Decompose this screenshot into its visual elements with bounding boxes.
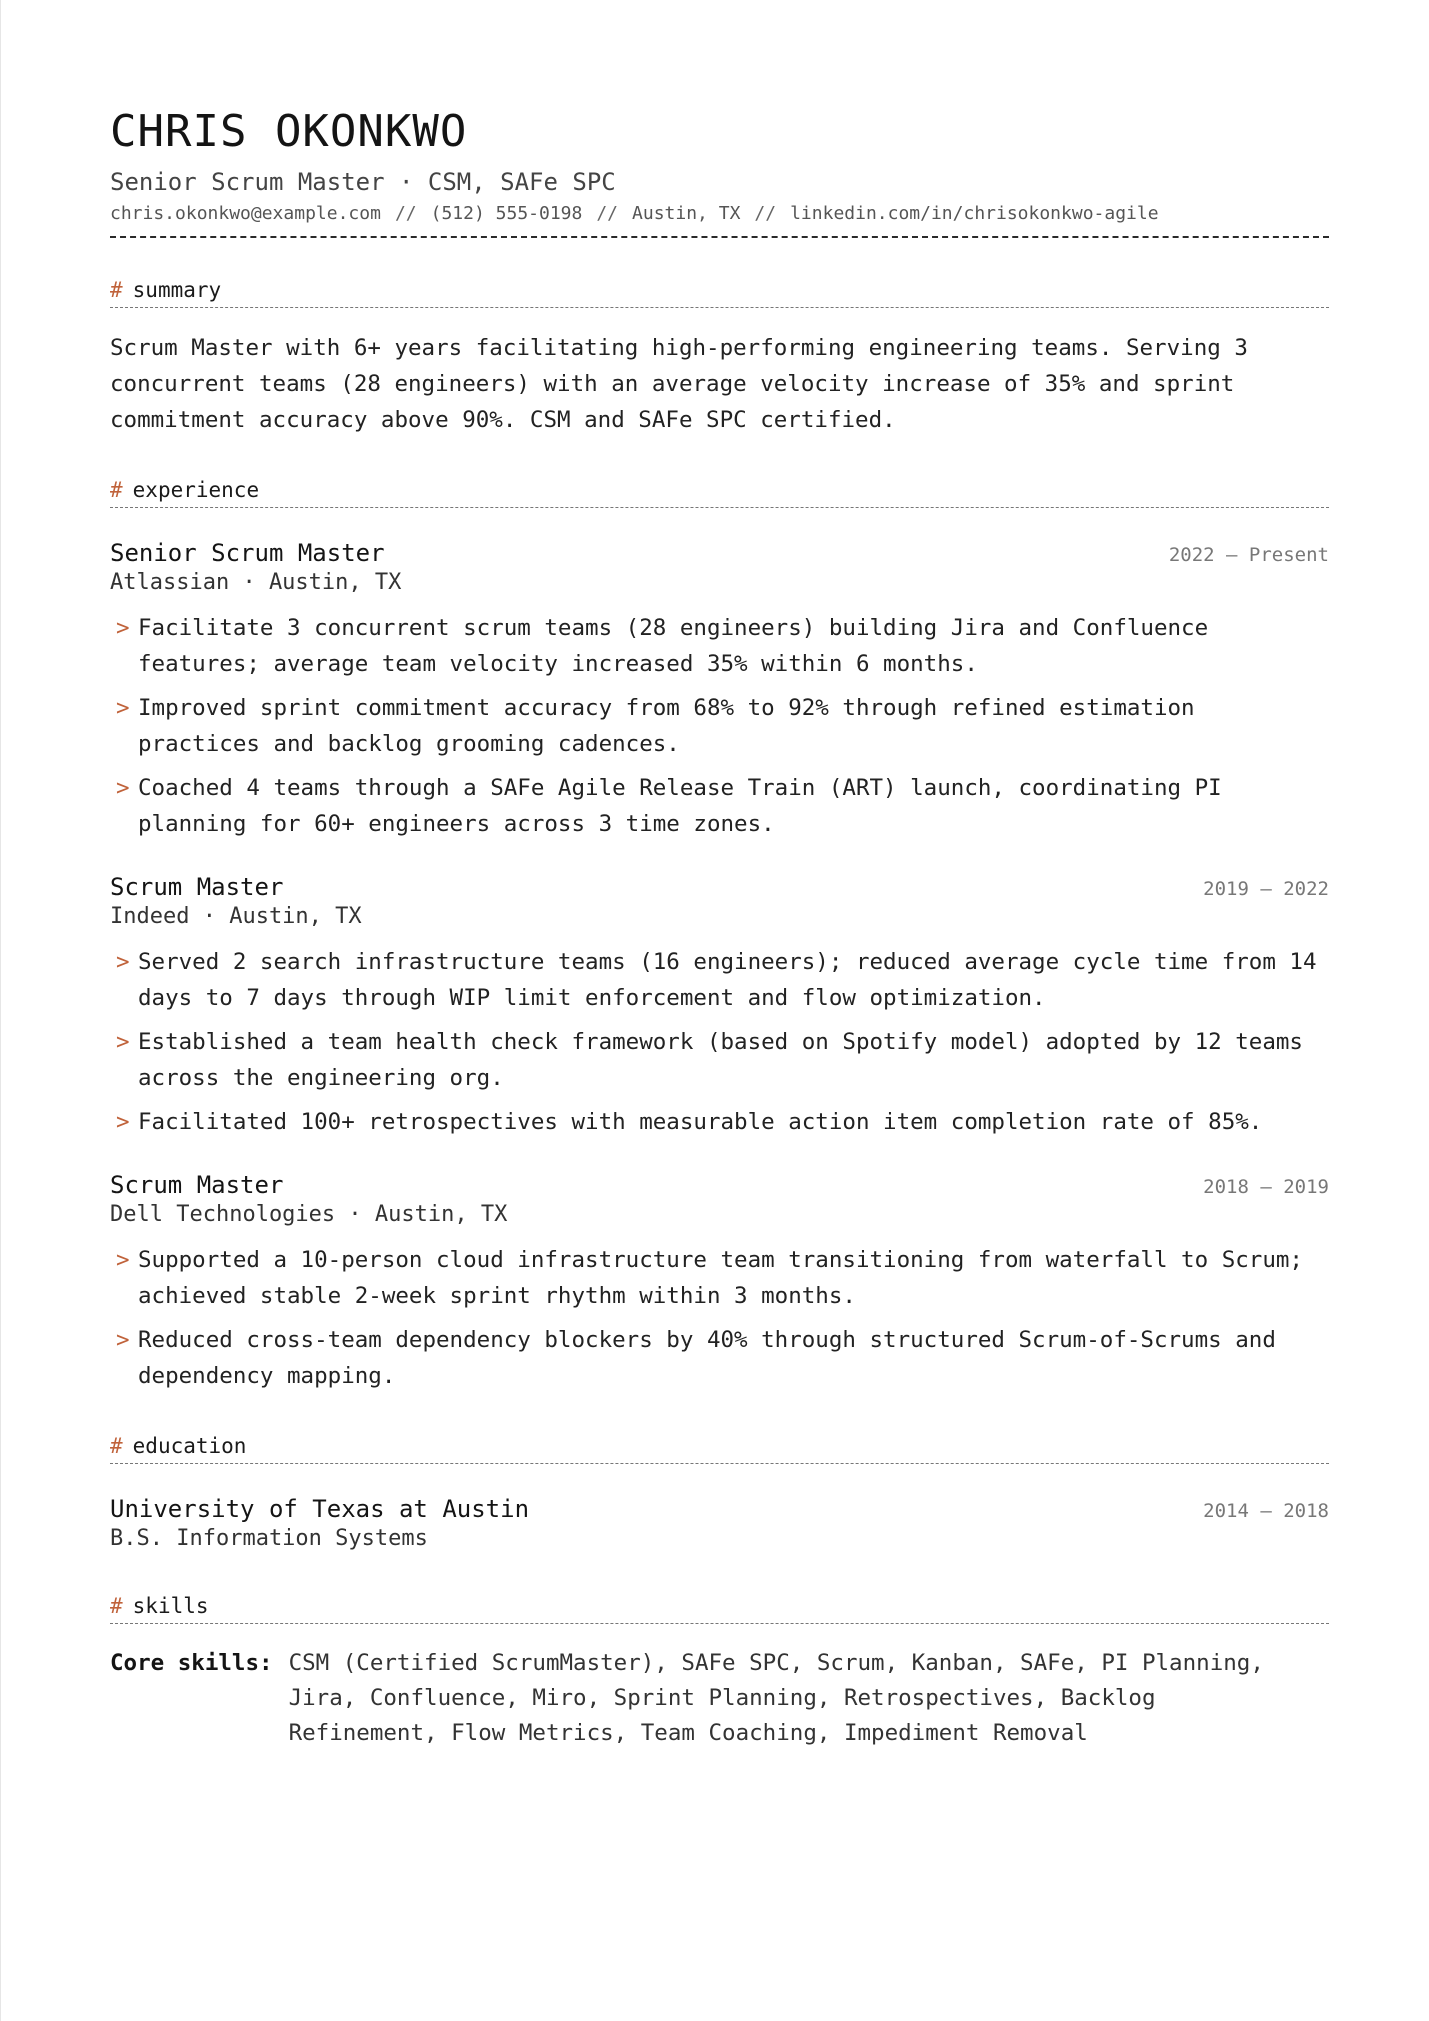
skills-label: Core skills: xyxy=(110,1650,273,1676)
job-entry xyxy=(110,538,1329,842)
section-hash-mark: # xyxy=(110,1434,123,1458)
education-degree: B.S. Information Systems xyxy=(110,1526,428,1551)
header-divider xyxy=(110,236,1329,238)
bullet-chevron-icon: > xyxy=(116,615,130,641)
section-hash-mark: # xyxy=(110,278,123,302)
job-bullet xyxy=(110,1024,1329,1096)
job-header xyxy=(110,872,1329,902)
job-bullet xyxy=(110,1242,1329,1314)
resume-header xyxy=(110,104,1329,238)
bullet-chevron-icon: > xyxy=(116,1109,130,1135)
contact-linkedin[interactable]: linkedin.com/in/chrisokonkwo-agile xyxy=(790,203,1159,224)
bullet-text: Coached 4 teams through a SAFe Agile Release Train (ART) launch, coordinating PI planning for 60+ engineers across 3 time zones. xyxy=(138,775,1222,837)
job-bullet xyxy=(110,1104,1329,1140)
bullet-chevron-icon: > xyxy=(116,775,130,801)
job-dates: 2018 – 2019 xyxy=(1203,1176,1329,1198)
job-dates: 2022 – Present xyxy=(1168,544,1329,566)
skills-list: CSM (Certified ScrumMaster), SAFe SPC, Scrum, Kanban, SAFe, PI Planning, Jira, Confluence, Miro, Sprint Planning, Retrospectives, Backlog Refinement, Flow Metrics, Team Coaching, Impediment Removal xyxy=(288,1650,1264,1746)
bullet-text: Reduced cross-team dependency blockers by 40% through structured Scrum-of-Scrums and dependency mapping. xyxy=(138,1327,1276,1389)
job-bullet xyxy=(110,770,1329,842)
education-dates: 2014 – 2018 xyxy=(1203,1500,1329,1522)
job-bullet xyxy=(110,610,1329,682)
bullet-text: Served 2 search infrastructure teams (16 engineers); reduced average cycle time from 14 days to 7 days through WIP limit enforcement and flow optimization. xyxy=(138,949,1317,1011)
bullet-chevron-icon: > xyxy=(116,1327,130,1353)
education-section xyxy=(110,1432,1329,1554)
bullet-chevron-icon: > xyxy=(116,1029,130,1055)
section-hash-mark: # xyxy=(110,478,123,502)
bullet-text: Facilitated 100+ retrospectives with measurable action item completion rate of 85%. xyxy=(138,1109,1263,1135)
job-entry xyxy=(110,1170,1329,1394)
education-header xyxy=(110,1494,1329,1524)
job-bullet-list xyxy=(110,944,1329,1140)
section-heading-summary xyxy=(110,276,1329,308)
job-organization: Indeed · Austin, TX xyxy=(110,904,362,929)
job-organization: Atlassian · Austin, TX xyxy=(110,570,402,595)
job-entry xyxy=(110,872,1329,1140)
contact-separator: // xyxy=(394,203,417,224)
job-role: Scrum Master xyxy=(110,873,284,901)
summary-text: Scrum Master with 6+ years facilitating high-performing engineering teams. Serving 3 concurrent teams (28 engineers) with an average velocity increase of 35% and sprint commitment accuracy above 90%. CSM and SAFe SPC certified. xyxy=(110,335,1248,433)
section-heading-education xyxy=(110,1432,1329,1464)
job-header xyxy=(110,1170,1329,1200)
job-organization: Dell Technologies · Austin, TX xyxy=(110,1202,508,1227)
contact-separator: // xyxy=(754,203,777,224)
bullet-chevron-icon: > xyxy=(116,695,130,721)
education-entry xyxy=(110,1494,1329,1554)
contact-line xyxy=(110,202,1329,226)
candidate-title: Senior Scrum Master · CSM, SAFe SPC xyxy=(110,168,616,196)
job-bullet-list xyxy=(110,610,1329,842)
section-heading-label: summary xyxy=(132,278,222,302)
bullet-text: Facilitate 3 concurrent scrum teams (28 engineers) building Jira and Confluence features; average team velocity increased 35% within 6 months. xyxy=(138,615,1209,677)
section-heading-label: experience xyxy=(132,478,260,502)
job-dates: 2019 – 2022 xyxy=(1203,878,1329,900)
bullet-chevron-icon: > xyxy=(116,949,130,975)
skills-section xyxy=(110,1592,1329,1751)
candidate-name: CHRIS OKONKWO xyxy=(110,106,468,157)
section-heading-skills xyxy=(110,1592,1329,1624)
bullet-text: Supported a 10-person cloud infrastructure team transitioning from waterfall to Scrum; achieved stable 2-week sprint rhythm within 3 months. xyxy=(138,1247,1303,1309)
bullet-text: Improved sprint commitment accuracy from 68% to 92% through refined estimation practices and backlog grooming cadences. xyxy=(138,695,1195,757)
job-bullet xyxy=(110,1322,1329,1394)
bullet-chevron-icon: > xyxy=(116,1247,130,1273)
education-school: University of Texas at Austin xyxy=(110,1495,530,1523)
job-bullet xyxy=(110,690,1329,762)
contact-phone[interactable]: (512) 555-0198 xyxy=(430,203,583,224)
job-role: Scrum Master xyxy=(110,1171,284,1199)
job-bullet xyxy=(110,944,1329,1016)
experience-section xyxy=(110,476,1329,1394)
section-hash-mark: # xyxy=(110,1594,123,1618)
bullet-text: Established a team health check framework (based on Spotify model) adopted by 12 teams across the engineering org. xyxy=(138,1029,1303,1091)
job-role: Senior Scrum Master xyxy=(110,539,385,567)
skills-row xyxy=(110,1646,1329,1751)
contact-separator: // xyxy=(596,203,619,224)
contact-email[interactable]: chris.okonkwo@example.com xyxy=(110,203,381,224)
section-heading-label: skills xyxy=(132,1594,209,1618)
job-header xyxy=(110,538,1329,568)
section-heading-experience xyxy=(110,476,1329,508)
section-heading-label: education xyxy=(132,1434,247,1458)
contact-location: Austin, TX xyxy=(632,203,741,224)
summary-section xyxy=(110,276,1329,438)
job-bullet-list xyxy=(110,1242,1329,1394)
